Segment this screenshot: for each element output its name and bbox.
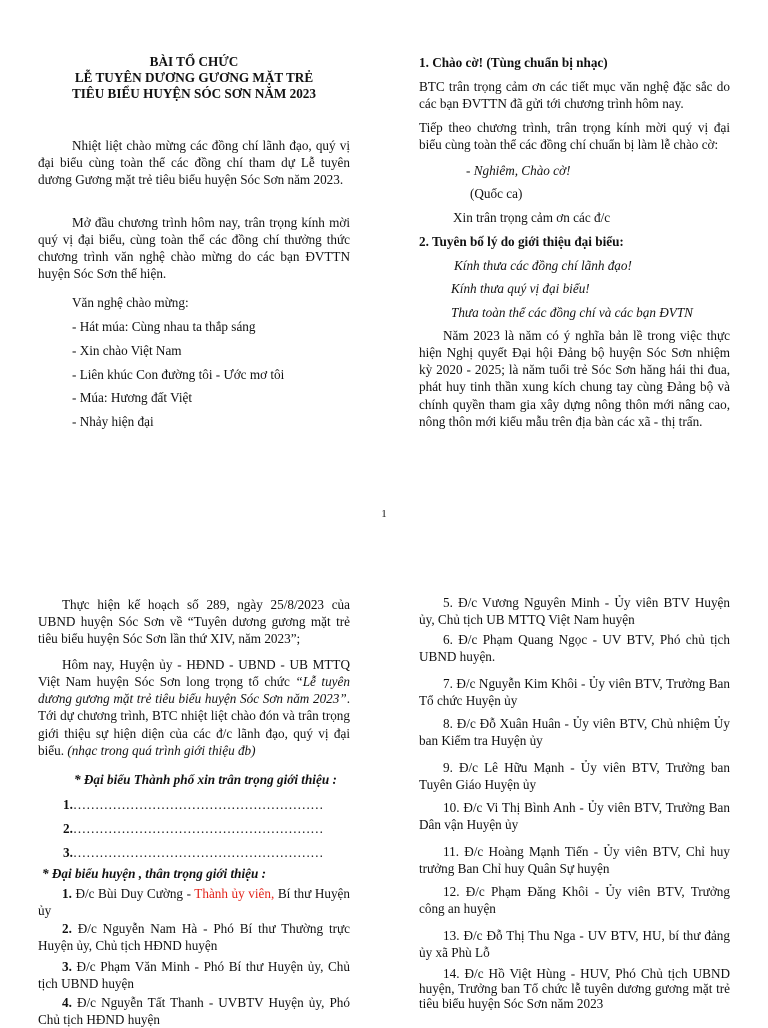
city-delegate-slot [63,820,353,837]
slot-dots: ………………………………………………… [72,797,324,812]
delegate-text: Đ/c Nguyễn Tất Thanh - UVBTV Huyện ủy, Phó Chủ tịch HĐND huyện [38,995,350,1028]
delegate-number: 2. [62,921,72,936]
delegate-item: 9. Đ/c Lê Hữu Mạnh - Ủy viên BTV, Trưởng ban Tuyên Giáo Huyện ủy [419,760,730,793]
delegate-item: 7. Đ/c Nguyễn Kim Khôi - Ủy viên BTV, Trưởng Ban Tổ chức Huyện ủy [419,676,730,709]
performance-item: - Múa: Hương đất Việt [72,390,193,405]
greeting-line: Kính thưa quý vị đại biểu! [451,281,590,296]
performance-item: - Hát múa: Cùng nhau ta thắp sáng [72,319,256,334]
delegate-item: 5. Đ/c Vương Nguyên Minh - Ủy viên BTV Huyện ủy, Chủ tịch UB MTTQ Việt Nam huyện [419,595,730,628]
slot-dots: ………………………………………………… [72,821,324,836]
greeting-line: Kính thưa các đồng chí lãnh đạo! [454,258,632,273]
page1-left-column [38,54,350,102]
music-note: (nhạc trong quá trình giới thiệu đb) [67,742,256,758]
delegate-item: 6. Đ/c Phạm Quang Ngọc - UV BTV, Phó chủ tịch UBND huyện. [419,632,730,665]
slot-number: 2. [63,821,73,836]
document-title [38,54,350,102]
page-number: 1 [381,508,387,520]
thanks-line: Xin trân trọng cảm ơn các đ/c [453,210,611,225]
title-line: TIÊU BIỂU HUYỆN SÓC SƠN NĂM 2023 [71,86,316,101]
national-anthem: (Quốc ca) [470,186,523,201]
section2-heading: 2. Tuyên bố lý do giới thiệu đại biểu: [419,234,624,249]
delegate-item [38,920,350,954]
performance-item: - Nhảy hiện đại [72,414,154,429]
city-delegate-slot [63,796,353,813]
ceremony-text: . Tới dự chương trình, BTC nhiệt liệt chào đón và trân trọng giới thiệu sự hiện diện của các đ/c lãnh đạo, quý vị đại biểu. [38,691,350,758]
section1-paragraph: BTC trân trọng cảm ơn các tiết mục văn nghệ đặc sắc do các bạn ĐVTTN đã gửi tới chương trình hôm nay. [419,79,730,112]
slot-number: 3. [63,845,73,860]
flag-salute-command: - Nghiêm, Chào cờ! [466,163,571,178]
slot-number: 1. [63,797,73,812]
city-delegate-slot [63,844,353,861]
delegate-text: Đ/c Phạm Văn Minh - Phó Bí thư Huyện ủy, Chủ tịch UBND huyện [38,959,350,992]
delegate-number: 4. [62,995,72,1010]
delegate-item: 10. Đ/c Vi Thị Bình Anh - Ủy viên BTV, Trưởng Ban Dân vận Huyện ủy [419,800,730,833]
delegate-number: 3. [62,959,72,974]
delegate-highlight: Thành ủy viên, [194,886,275,901]
district-delegates-heading: * Đại biểu huyện , thân trọng giới thiệu : [42,866,266,881]
city-delegates-heading: * Đại biểu Thành phố xin trân trọng giới thiệu : [74,772,337,787]
delegate-text: Đ/c Bùi Duy Cường - [71,886,195,901]
delegate-item: 11. Đ/c Hoàng Mạnh Tiến - Ủy viên BTV, Chỉ huy trưởng Ban Chỉ huy Quân Sự huyện [419,844,730,877]
section1-heading: 1. Chào cờ! (Tùng chuẩn bị nhạc) [419,55,608,70]
performance-label: Văn nghệ chào mừng: [72,295,189,310]
delegate-item: 8. Đ/c Đỗ Xuân Huân - Ủy viên BTV, Chủ nhiệm Ủy ban Kiểm tra Huyện ủy [419,716,730,749]
plan-paragraph: Thực hiện kế hoạch số 289, ngày 25/8/2023 của UBND huyện Sóc Sơn về “Tuyên dương gương mặt trẻ tiêu biểu huyện Sóc Sơn lần thứ XIV, năm 2023”; [38,597,350,647]
delegate-number: 1. [62,886,72,901]
delegate-item: 13. Đ/c Đỗ Thị Thu Nga - UV BTV, HU, bí thư đảng ủy xã Phù Lỗ [419,928,730,961]
ceremony-paragraph [38,656,350,759]
delegate-item [38,958,350,992]
delegate-item [38,994,350,1028]
title-line: BÀI TỔ CHỨC [149,54,239,69]
slot-dots: ………………………………………………… [72,845,324,860]
greeting-line: Thưa toàn thể các đồng chí và các bạn ĐVTN [451,305,693,320]
delegate-item: 12. Đ/c Phạm Đăng Khôi - Ủy viên BTV, Trưởng công an huyện [419,884,730,917]
ceremony-text: Hôm nay, Huyện ủy - HĐND - UBND - UB MTTQ Việt Nam huyện Sóc Sơn long trọng tổ chức [38,657,350,690]
welcome-paragraph: Nhiệt liệt chào mừng các đồng chí lãnh đạo, quý vị đại biểu cùng toàn thể các đồng chí tham dự Lễ tuyên dương Gương mặt trẻ tiêu biểu huyện Sóc Sơn năm 2023. [38,138,350,188]
performance-item: - Xin chào Việt Nam [72,343,182,358]
performance-item: - Liên khúc Con đường tôi - Ước mơ tôi [72,367,285,382]
title-line: LỄ TUYÊN DƯƠNG GƯƠNG MẶT TRẺ [74,70,314,85]
section2-paragraph: Năm 2023 là năm có ý nghĩa bản lề trong việc thực hiện Nghị quyết Đại hội Đảng bộ huyện Sóc Sơn nhiệm kỳ 2020 - 2025; là năm tuổi trẻ Sóc Sơn hăng hái thi đua, phát huy tinh thần xung kích chung tay cùng Đảng bộ và chính quyền tham gia xây dựng nông thôn mới nâng cao, nông thôn mới kiểu mẫu trên địa bàn các xã - thị trấn. [419,328,730,429]
ceremony-title: “Lễ tuyên dương gương mặt trẻ tiêu biểu huyện Sóc Sơn năm 2023” [38,674,350,707]
delegate-text: Bí thư Huyện ủy [38,886,350,919]
opening-paragraph: Mở đầu chương trình hôm nay, trân trọng kính mời quý vị đại biểu, cùng toàn thể các đồng chí thưởng thức chương trình văn nghệ chào mừng do các bạn ĐVTTN huyện Sóc Sơn thể hiện. [38,215,350,282]
delegate-item [38,885,350,919]
section1-paragraph: Tiếp theo chương trình, trân trọng kính mời quý vị đại biểu cùng toàn thể các đồng chí chuẩn bị làm lễ chào cờ: [419,120,730,153]
delegate-text: Đ/c Nguyễn Nam Hà - Phó Bí thư Thường trực Huyện ủy, Chủ tịch HĐND huyện [38,921,350,954]
delegate-item: 14. Đ/c Hồ Việt Hùng - HUV, Phó Chủ tịch UBND huyện, Trưởng ban Tổ chức lễ tuyên dương gương mặt trẻ tiêu biểu huyện Sóc Sơn năm 2023 [419,966,730,1012]
